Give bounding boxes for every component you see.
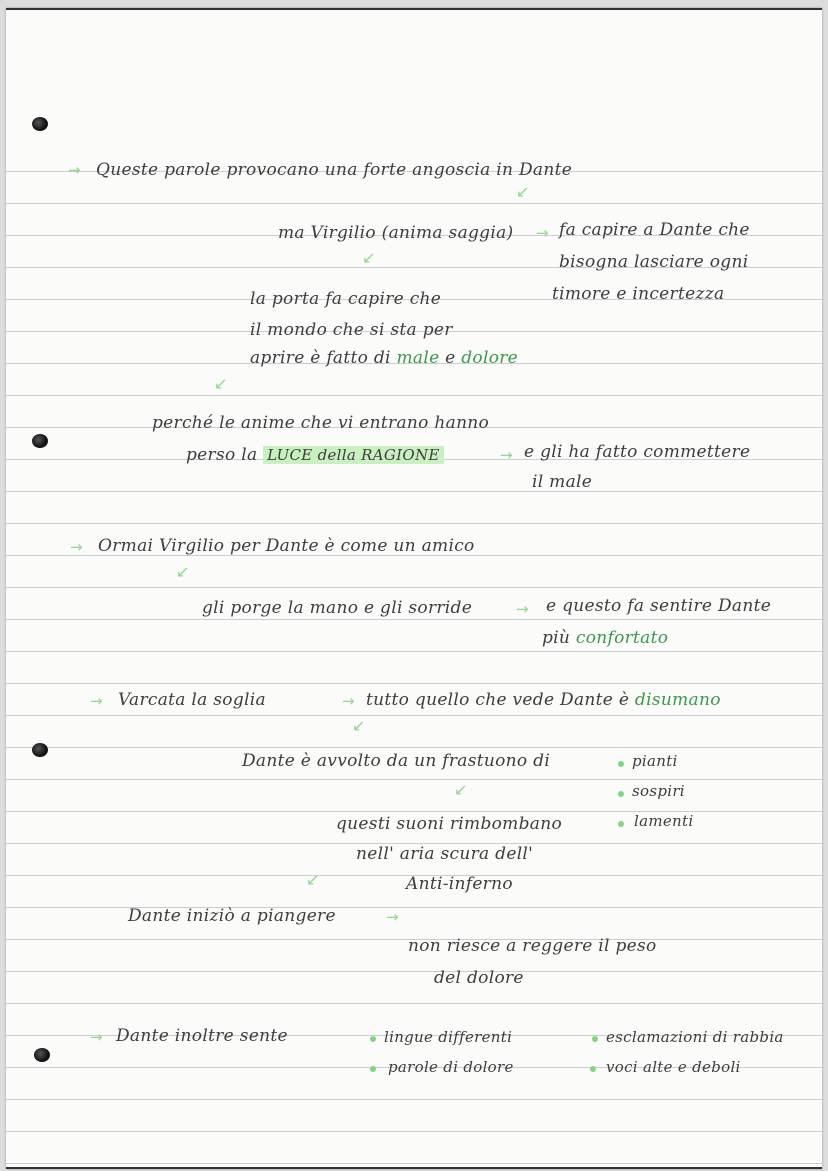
note-line: e questo fa sentire Dante (546, 596, 772, 616)
page-header-blank (6, 10, 822, 140)
list-item: esclamazioni di rabbia (606, 1028, 784, 1046)
right-arrow-icon: → (90, 1028, 103, 1046)
note-line: non riesce a reggere il peso (408, 936, 657, 956)
note-line: la porta fa capire che (250, 289, 442, 309)
right-arrow-icon: → (536, 224, 549, 242)
list-item: lamenti (634, 812, 694, 830)
down-arrow-icon: ↙ (352, 716, 366, 735)
note-line: Ormai Virgilio per Dante è come un amico (98, 536, 475, 556)
note-line: ma Virgilio (anima saggia) (278, 223, 514, 243)
note-line: il mondo che si sta per (250, 320, 453, 340)
note-line: nell' aria scura dell' (356, 844, 534, 864)
right-arrow-icon: → (90, 692, 103, 710)
text-part: più (542, 628, 576, 648)
text-part: perso la (186, 445, 264, 465)
right-arrow-icon: → (342, 692, 355, 710)
down-arrow-icon: ↙ (516, 182, 530, 201)
note-line (250, 348, 518, 368)
binder-hole (32, 117, 48, 131)
binder-hole (32, 743, 48, 757)
note-line (366, 690, 721, 710)
note-line: questi suoni rimbombano (336, 814, 563, 834)
text-part: aprire è fatto di (250, 348, 397, 368)
right-arrow-icon: → (70, 538, 83, 556)
bullet-dot (618, 821, 624, 827)
bullet-dot (618, 791, 624, 797)
right-arrow-icon: → (68, 161, 81, 179)
bullet-dot (592, 1036, 598, 1042)
note-line: il male (532, 472, 593, 492)
note-line: bisogna lasciare ogni (559, 252, 749, 272)
note-line: Dante è avvolto da un frastuono di (242, 751, 551, 771)
down-arrow-icon: ↙ (214, 374, 228, 393)
note-line: Dante inoltre sente (116, 1026, 288, 1046)
right-arrow-icon: → (516, 600, 529, 618)
bullet-dot (618, 761, 624, 767)
note-line: perché le anime che vi entrano hanno (152, 413, 490, 433)
text-part: tutto quello che vede Dante è (366, 690, 635, 710)
down-arrow-icon: ↙ (306, 870, 320, 889)
note-line: Queste parole provocano una forte angoscia in Dante (96, 160, 573, 180)
highlighted-keyword: LUCE della RAGIONE (263, 446, 444, 464)
binder-hole (34, 1048, 50, 1062)
list-item: lingue differenti (384, 1028, 513, 1046)
note-line: del dolore (434, 968, 524, 988)
list-item: sospiri (632, 782, 685, 800)
note-line: gli porge la mano e gli sorride (202, 598, 473, 618)
down-arrow-icon: ↙ (362, 248, 376, 267)
list-item: parole di dolore (388, 1058, 514, 1076)
note-line (542, 628, 668, 648)
green-keyword: male (396, 348, 440, 368)
down-arrow-icon: ↙ (176, 562, 190, 581)
bullet-dot (590, 1066, 596, 1072)
note-line: fa capire a Dante che (559, 220, 750, 240)
note-line: e gli ha fatto commettere (524, 442, 751, 462)
green-keyword: disumano (634, 690, 721, 710)
note-line: Varcata la soglia (118, 690, 266, 710)
bullet-dot (370, 1036, 376, 1042)
note-line (186, 445, 444, 465)
note-line: Anti-inferno (406, 874, 513, 894)
green-keyword: confortato (575, 628, 669, 648)
bullet-dot (370, 1066, 376, 1072)
notebook-page (6, 8, 822, 1169)
note-line: Dante iniziò a piangere (128, 906, 336, 926)
list-item: voci alte e deboli (606, 1058, 741, 1076)
right-arrow-icon: → (500, 446, 513, 464)
right-arrow-icon: → (386, 908, 399, 926)
green-keyword: dolore (461, 348, 519, 368)
down-arrow-icon: ↙ (454, 780, 468, 799)
list-item: pianti (632, 752, 678, 770)
text-part: e (439, 348, 462, 368)
note-line: timore e incertezza (552, 284, 725, 304)
binder-hole (32, 434, 48, 448)
